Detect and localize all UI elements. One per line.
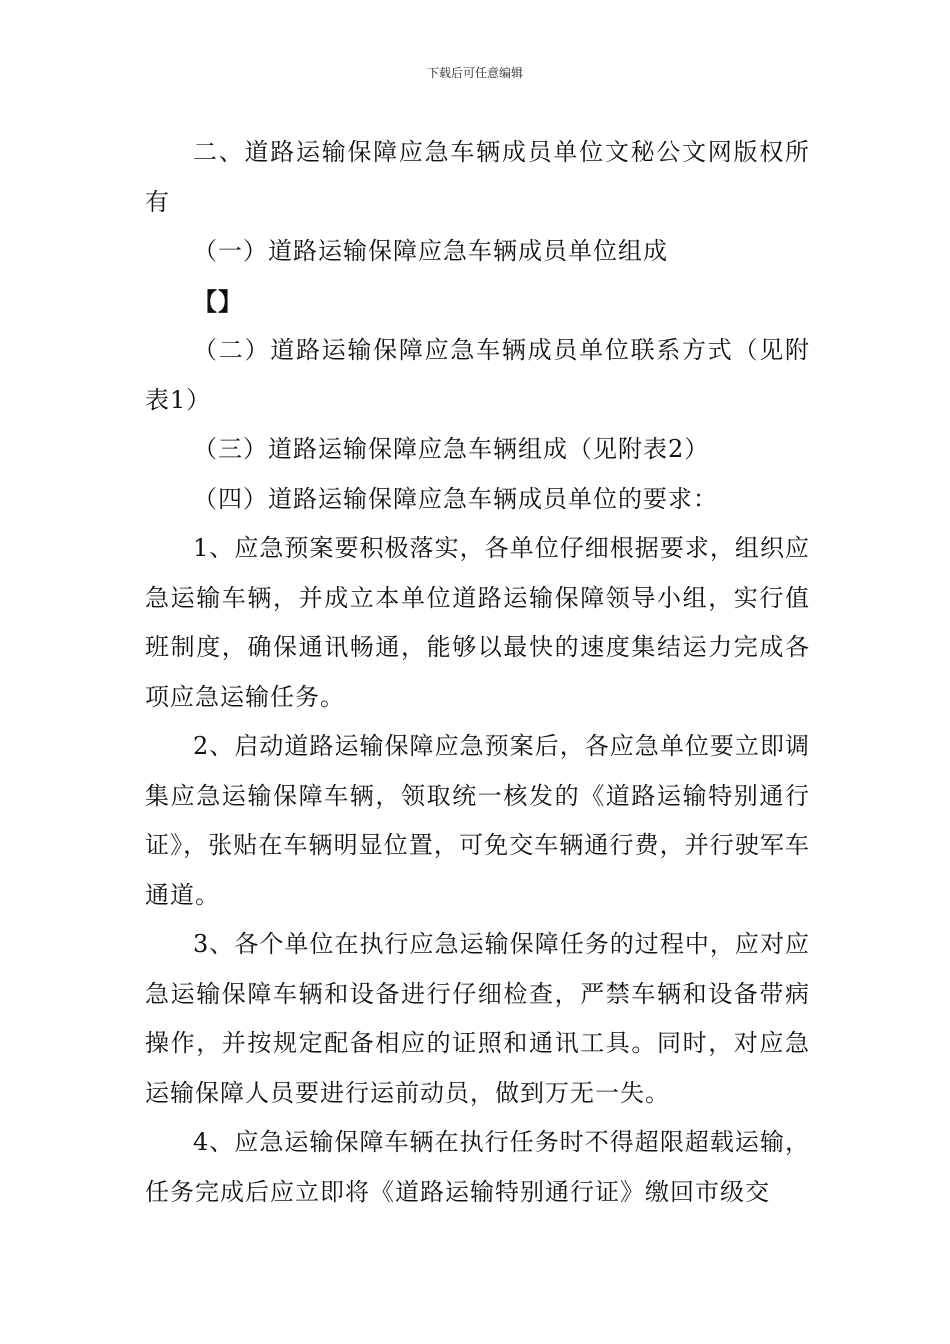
subsection-heading: （四）道路运输保障应急车辆成员单位的要求： xyxy=(193,484,718,513)
requirement-paragraph: 4、应急运输保障车辆在执行任务时不得超限超载运输，任务完成后应立即将《道路运输特别通行证》缴回市级交 xyxy=(145,1128,810,1206)
page-header-note: 下载后可任意编辑 xyxy=(426,66,523,80)
section-heading: 二、道路运输保障应急车辆成员单位文秘公文网版权所有 xyxy=(145,138,810,216)
bracket-placeholder: 【】 xyxy=(193,286,243,316)
requirement-paragraph: 2、启动道路运输保障应急预案后，各应急单位要立即调集应急运输保障车辆，领取统一核发的《道路运输特别通行证》，张贴在车辆明显位置，可免交车辆通行费，并行驶军车通道。 xyxy=(145,732,810,909)
requirement-paragraph: 1、应急预案要积极落实，各单位仔细根据要求，组织应急运输车辆，并成立本单位道路运输保障领导小组，实行值班制度，确保通讯畅通，能够以最快的速度集结运力完成各项应急运输任务。 xyxy=(145,534,810,711)
requirement-paragraph: 3、各个单位在执行应急运输保障任务的过程中，应对应急运输保障车辆和设备进行仔细检查，严禁车辆和设备带病操作，并按规定配备相应的证照和通讯工具。同时，对应急运输保障人员要进行运前动员，做到万无一失。 xyxy=(145,930,810,1107)
document-body xyxy=(145,128,810,1217)
subsection-heading: （一）道路运输保障应急车辆成员单位组成 xyxy=(193,237,668,265)
subsection-heading: （三）道路运输保障应急车辆组成（见附表2） xyxy=(193,435,710,463)
subsection-heading: （二）道路运输保障应急车辆成员单位联系方式（见附表1） xyxy=(145,336,810,414)
